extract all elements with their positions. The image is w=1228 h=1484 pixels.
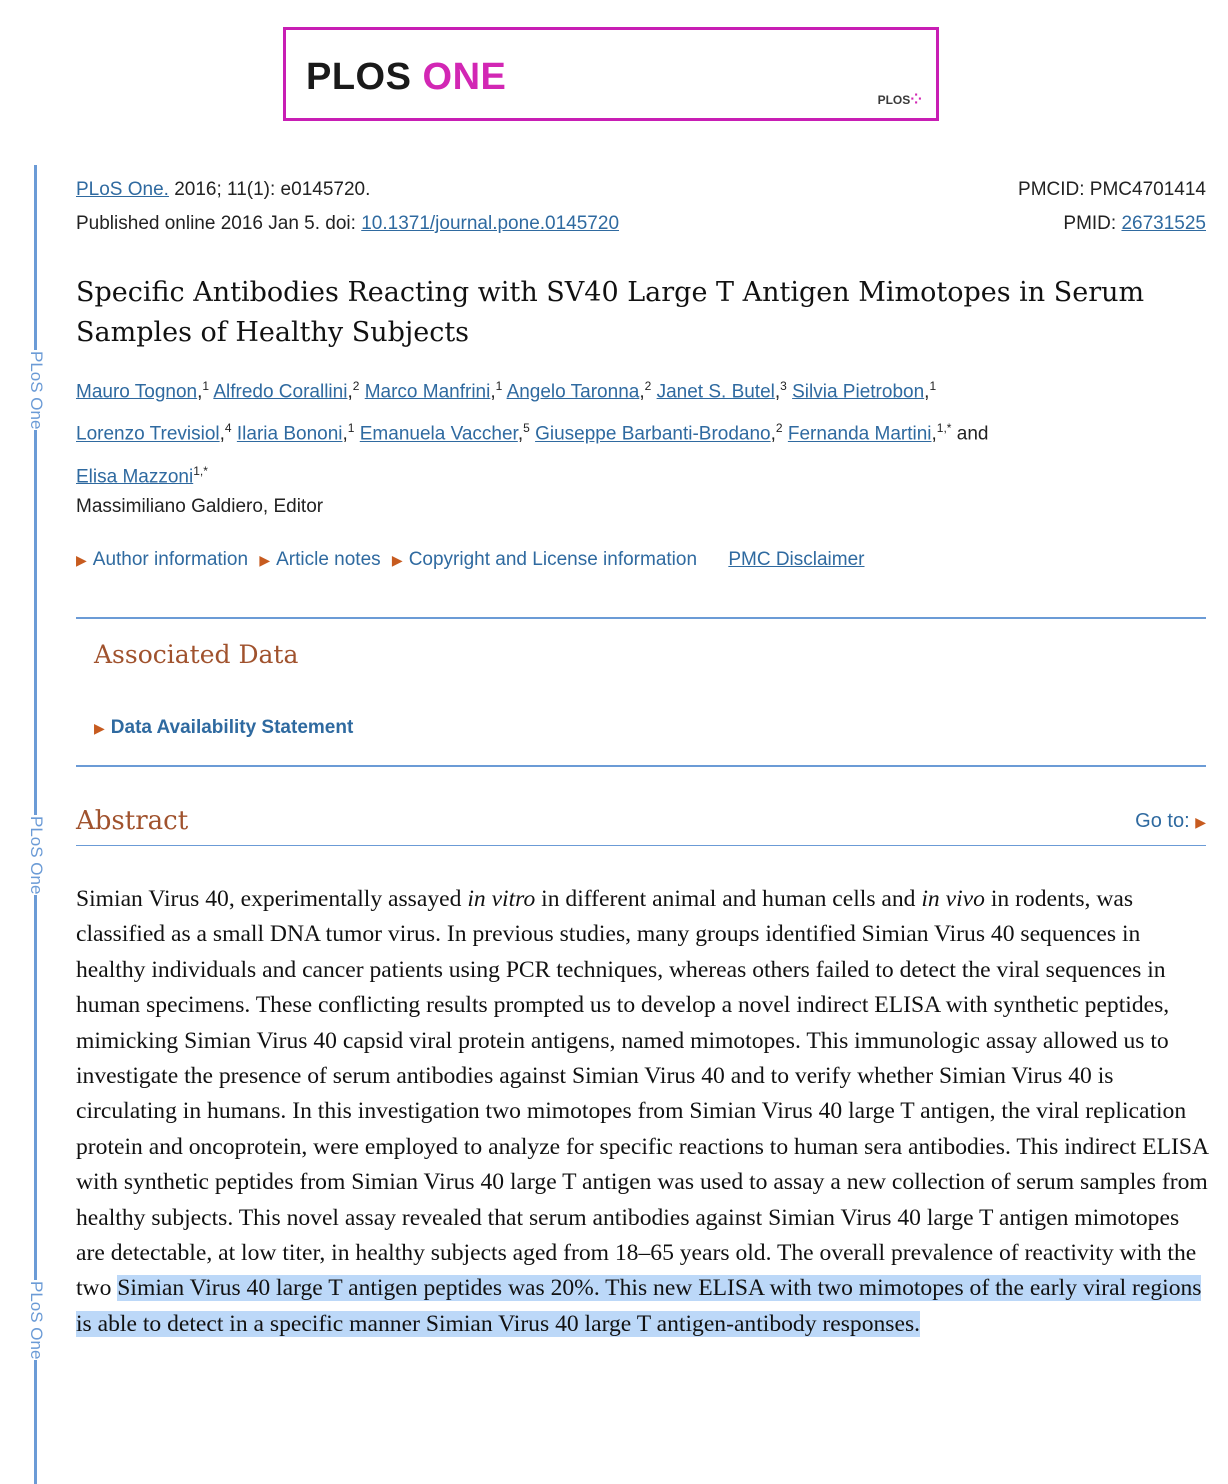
- goto-menu[interactable]: Go to: ▶: [1135, 810, 1206, 832]
- abstract-text: Simian Virus 40, experimentally assayed in vitro in different animal and human cells and in vivo in rodents, was classified as a small DNA tumor virus. In previous studies, many groups identified Simian Virus 40 sequences in healthy individuals and cancer patients using PCR techniques, whereas others failed to detect the viral sequences in human specimens. These conflicting results prompted us to develop a novel indirect ELISA with synthetic peptides, mimicking Simian Virus 40 capsid viral protein antigens, named mimotopes. This immunologic assay allowed us to investigate the presence of serum antibodies against Simian Virus 40 and to verify whether Simian Virus 40 is circulating in humans. In this investigation two mimotopes from Simian Virus 40 large T antigen, the viral replication protein and oncoprotein, were employed to analyze for specific reactions to human sera antibodies. This indirect ELISA with synthetic peptides from Simian Virus 40 large T antigen was used to assay a new collection of serum samples from healthy subjects. This novel assay revealed that serum antibodies against Simian Virus 40 large T antigen mimotopes are detectable, at low titer, in healthy subjects aged from 18–65 years old. The overall prevalence of reactivity with the two Simian Virus 40 large T antigen peptides was 20%. This new ELISA with two mimotopes of the early viral regions is able to detect in a specific manner Simian Virus 40 large T antigen-antibody responses.: [76, 886, 1208, 1337]
- article-title: Specific Antibodies Reacting with SV40 Large T Antigen Mimotopes in Serum Samples of Healthy Subjects: [76, 277, 1145, 348]
- author-link[interactable]: Angelo Taronna: [506, 381, 640, 403]
- article-ids: PMCID: PMC4701414 PMID: 26731525: [1018, 173, 1206, 241]
- author-link[interactable]: Janet S. Butel: [656, 381, 775, 403]
- article-notes-toggle[interactable]: ▶ Article notes: [259, 549, 381, 570]
- sidebar-label: PLoS One: [22, 350, 50, 430]
- data-availability-toggle[interactable]: ▶ Data Availability Statement: [94, 717, 354, 738]
- author-link[interactable]: Silvia Pietrobon: [792, 381, 925, 403]
- plos-mini-logo: PLOS⁘: [877, 91, 922, 107]
- citation-info: PLoS One. 2016; 11(1): e0145720. Published online 2016 Jan 5. doi: 10.1371/journal.pone.0145720: [76, 179, 620, 234]
- journal-sidebar: [27, 165, 46, 1484]
- author-information-toggle[interactable]: ▶ Author information: [76, 549, 249, 570]
- copyright-license-toggle[interactable]: ▶ Copyright and License information: [391, 549, 698, 570]
- author-link[interactable]: Giuseppe Barbanti-Brodano: [535, 423, 771, 445]
- divider: [76, 617, 1206, 619]
- author-list: Mauro Tognon,$^1$ Alfredo Corallini,$^2$ Marco Manfrini,$^1$ Angelo Taronna,$^2$ Janet S. Butel,$^3$ Silvia Pietrobon,$^1$ Lorenzo Trevisiol,$^4$ Ilaria Bononi,$^1$ Emanuela Vaccher,$^5$ Giuseppe Barbanti-Brodano,$^2$ Fernanda Martini,$^{1,*}$ and Elisa Mazzoni$^{1,*}$: [76, 379, 989, 487]
- author-link[interactable]: Mauro Tognon: [76, 381, 198, 403]
- author-link[interactable]: Marco Manfrini: [364, 381, 491, 403]
- editor: Massimiliano Galdiero, Editor: [76, 496, 324, 517]
- author-link[interactable]: Elisa Mazzoni: [76, 465, 194, 487]
- sidebar-label: PLoS One: [22, 1280, 50, 1360]
- triangle-right-icon: ▶: [94, 720, 105, 736]
- triangle-right-icon: ▶: [1195, 814, 1206, 830]
- divider: [76, 845, 1206, 846]
- divider: [76, 765, 1206, 767]
- selected-text[interactable]: Simian Virus 40 large T antigen peptides was 20%. This new ELISA with two mimotopes of the early viral regions is able to detect in a specific manner Simian Virus 40 large T antigen-antibody responses.: [76, 1275, 1202, 1337]
- author-link[interactable]: Fernanda Martini: [787, 423, 932, 445]
- abstract-heading: Abstract: [76, 806, 189, 836]
- associated-data-heading: Associated Data: [94, 640, 299, 669]
- journal-banner[interactable]: [283, 27, 939, 121]
- plos-one-logo: PLOS ONE: [306, 56, 507, 98]
- triangle-right-icon: ▶: [76, 552, 87, 568]
- author-link[interactable]: Alfredo Corallini: [213, 381, 348, 403]
- author-link[interactable]: Emanuela Vaccher: [359, 423, 518, 445]
- triangle-right-icon: ▶: [259, 552, 271, 568]
- pmid-link[interactable]: 26731525: [1121, 213, 1206, 234]
- pmc-disclaimer-link[interactable]: PMC Disclaimer: [728, 549, 865, 570]
- triangle-right-icon: ▶: [391, 552, 403, 568]
- pmcid: PMCID: PMC4701414: [1018, 179, 1206, 200]
- doi-link[interactable]: 10.1371/journal.pone.0145720: [361, 213, 620, 234]
- author-link[interactable]: Ilaria Bononi: [236, 423, 343, 445]
- author-link[interactable]: Lorenzo Trevisiol: [76, 423, 220, 445]
- sidebar-label: PLoS One: [22, 815, 50, 895]
- article-info-links: [76, 549, 865, 571]
- journal-link[interactable]: PLoS One.: [76, 179, 169, 200]
